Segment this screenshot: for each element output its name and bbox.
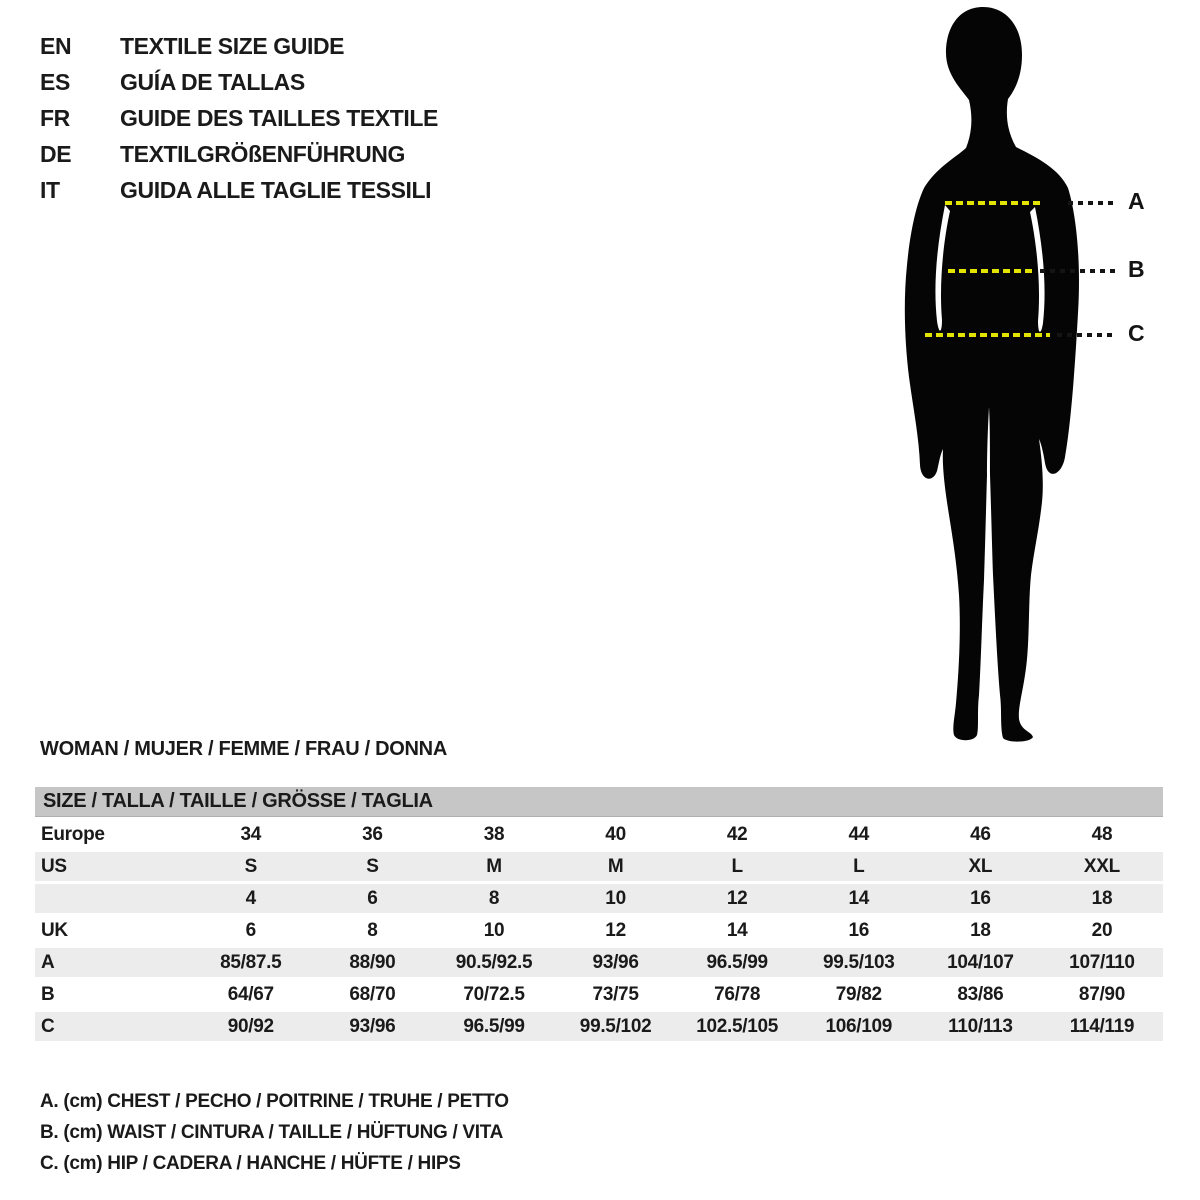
title-language-list	[40, 28, 438, 208]
language-row	[40, 100, 438, 136]
row-label: US	[41, 855, 67, 877]
row-label: Europe	[41, 823, 105, 845]
hip-measure-line-yellow	[925, 333, 1050, 337]
size-value-cell: XL	[968, 855, 993, 877]
chest-marker-label: A	[1128, 188, 1145, 214]
size-value-cell: 99.5/103	[822, 951, 895, 973]
size-value-cell: 88/90	[349, 951, 396, 973]
size-value-cell: 85/87.5	[220, 951, 282, 973]
legend-hip: C. (cm) HIP / CADERA / HANCHE / HÜFTE / HIPS	[40, 1152, 461, 1174]
table-row	[35, 945, 1163, 977]
size-value-cell: M	[607, 855, 624, 877]
waist-measure-line-yellow	[948, 269, 1032, 273]
guide-title-fr: GUIDE DES TAILLES TEXTILE	[120, 104, 438, 131]
size-value-cell: 107/110	[1069, 951, 1135, 973]
size-value-cell: 93/96	[592, 951, 639, 973]
hip-marker-label: C	[1128, 320, 1145, 346]
size-value-cell: 16	[970, 887, 991, 909]
size-value-cell: 96.5/99	[463, 1015, 525, 1037]
size-value-cell: M	[486, 855, 502, 877]
table-row	[35, 1009, 1163, 1041]
size-value-cell: XXL	[1083, 855, 1120, 877]
table-row	[35, 817, 1163, 849]
size-value-cell: 34	[240, 823, 262, 845]
size-value-cell: 68/70	[349, 983, 396, 1005]
chest-measure-line-black	[1068, 201, 1115, 205]
size-value-cell: 114/119	[1069, 1015, 1135, 1037]
row-label: C	[41, 1015, 55, 1037]
size-value-cell: 44	[848, 823, 870, 845]
table-row	[35, 849, 1163, 881]
size-value-cell: 42	[726, 823, 748, 845]
waist-measure-line-black	[1040, 269, 1115, 273]
size-value-cell: 102.5/105	[696, 1015, 779, 1037]
size-value-cell: 12	[605, 919, 626, 941]
language-row	[40, 64, 438, 100]
size-value-cell: 8	[367, 919, 378, 941]
size-value-cell: 10	[605, 887, 626, 909]
row-label: B	[41, 983, 55, 1005]
size-value-cell: 18	[970, 919, 991, 941]
language-code: DE	[40, 140, 72, 167]
size-value-cell: 64/67	[227, 983, 274, 1005]
size-value-cell: 46	[970, 823, 991, 845]
woman-body-outline	[905, 7, 1079, 742]
size-value-cell: 38	[483, 823, 505, 845]
size-table	[35, 787, 1163, 1041]
size-value-cell: 83/86	[957, 983, 1004, 1005]
size-value-cell: 76/78	[714, 983, 761, 1005]
size-value-cell: 48	[1091, 823, 1113, 845]
language-row	[40, 172, 438, 208]
size-value-cell: 90/92	[227, 1015, 274, 1037]
size-value-cell: 104/107	[947, 951, 1014, 973]
size-value-cell: 6	[245, 919, 256, 941]
woman-silhouette	[895, 5, 1085, 745]
table-row	[35, 977, 1163, 1009]
language-row	[40, 28, 438, 64]
size-value-cell: 16	[848, 919, 870, 941]
guide-title-es: GUÍA DE TALLAS	[120, 68, 305, 95]
row-label: UK	[41, 919, 68, 941]
size-value-cell: 10	[483, 919, 505, 941]
size-value-cell: 93/96	[349, 1015, 396, 1037]
guide-title-en: TEXTILE SIZE GUIDE	[120, 32, 345, 59]
legend-waist: B. (cm) WAIST / CINTURA / TAILLE / HÜFTUNG / VITA	[40, 1121, 504, 1143]
size-value-cell: 14	[726, 919, 748, 941]
size-value-cell: 12	[726, 887, 748, 909]
table-row	[35, 881, 1163, 913]
legend-chest: A. (cm) CHEST / PECHO / POITRINE / TRUHE / PETTO	[40, 1090, 509, 1112]
size-value-cell: 106/109	[825, 1015, 893, 1037]
language-code: ES	[40, 68, 70, 95]
size-table-header: SIZE / TALLA / TAILLE / GRÖSSE / TAGLIA	[35, 787, 1163, 817]
size-value-cell: 73/75	[592, 983, 639, 1005]
chest-measure-line-yellow	[945, 201, 1040, 205]
language-code: EN	[40, 32, 72, 59]
size-value-cell: 6	[367, 887, 378, 909]
size-value-cell: S	[366, 855, 379, 877]
size-value-cell: 110/113	[948, 1015, 1013, 1037]
table-row	[35, 913, 1163, 945]
guide-title-de: TEXTILGRÖßENFÜHRUNG	[120, 140, 405, 167]
size-value-cell: 36	[362, 823, 383, 845]
size-value-cell: 18	[1091, 887, 1113, 909]
size-value-cell: 20	[1091, 919, 1113, 941]
size-table-body	[35, 817, 1163, 1041]
size-value-cell: 79/82	[835, 983, 882, 1005]
size-value-cell: 14	[848, 887, 870, 909]
waist-marker-label: B	[1128, 256, 1145, 282]
size-value-cell: 4	[245, 887, 256, 909]
measurement-legend	[40, 1086, 509, 1179]
size-value-cell: L	[853, 855, 865, 877]
language-code: FR	[40, 104, 70, 131]
guide-title-it: GUIDA ALLE TAGLIE TESSILI	[120, 176, 432, 203]
size-value-cell: 99.5/102	[579, 1015, 652, 1037]
hip-measure-line-black	[1057, 333, 1115, 337]
size-value-cell: 90.5/92.5	[455, 951, 533, 973]
size-value-cell: 70/72.5	[463, 983, 525, 1005]
size-value-cell: 87/90	[1078, 983, 1125, 1005]
language-code: IT	[40, 176, 60, 203]
gender-title: WOMAN / MUJER / FEMME / FRAU / DONNA	[40, 738, 447, 760]
size-value-cell: 40	[605, 823, 626, 845]
size-value-cell: 8	[488, 887, 500, 909]
row-label: A	[41, 951, 55, 973]
language-row	[40, 136, 438, 172]
size-value-cell: L	[731, 855, 743, 877]
size-value-cell: S	[244, 855, 257, 877]
size-value-cell: 96.5/99	[706, 951, 768, 973]
